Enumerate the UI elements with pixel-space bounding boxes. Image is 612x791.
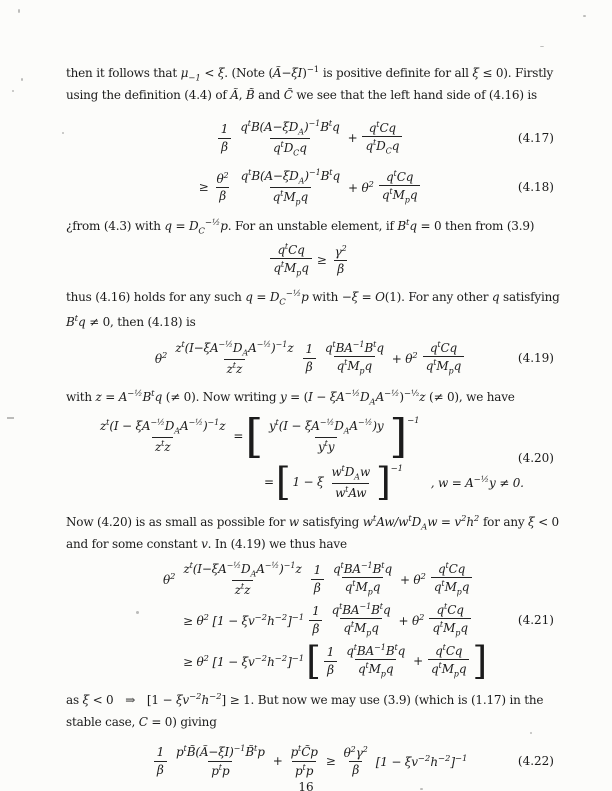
fraction-numerator: $z^t(I-\xi A^{-\frac{1}{2}}D_AA^{-\frac{1}{2}})^{-1}z$ — [175, 339, 294, 358]
paragraph-line: stable case, C = 0) giving — [66, 715, 217, 729]
right-bracket: ] — [472, 639, 488, 683]
fraction — [154, 745, 167, 777]
left-bracket: [ — [275, 460, 291, 504]
equation-4-20 — [66, 409, 554, 504]
plus-operator: + $\theta^2$ — [399, 571, 426, 587]
fraction — [362, 120, 402, 156]
fraction — [180, 561, 304, 597]
fraction — [332, 244, 350, 277]
fraction-numerator: $q^tB(A-\xi D_A)^{-1}B^tq$ — [240, 167, 340, 185]
fraction — [309, 604, 322, 636]
equation-label: (4.22) — [517, 754, 554, 768]
fraction-numerator: 1 — [326, 645, 335, 660]
fraction — [237, 119, 342, 158]
fraction-denominator: $q^tD_Cq$ — [362, 136, 402, 156]
fraction-numerator: 1 — [312, 604, 320, 619]
relation-sign: ≥ — [198, 180, 209, 194]
fraction-denominator: $q^tM_pq$ — [340, 618, 381, 638]
fraction — [173, 744, 268, 778]
fraction-numerator: $w^tD_Aw$ — [331, 463, 371, 482]
fraction — [429, 602, 470, 638]
fraction-denominator: β — [309, 620, 322, 636]
fraction-denominator: $p^tp$ — [292, 761, 316, 778]
equation-label: (4.21) — [517, 613, 554, 627]
fraction — [341, 745, 371, 778]
fraction — [328, 464, 373, 500]
fraction-denominator: $q^tM_pq$ — [270, 187, 311, 207]
relation-sign: ≥ — [325, 754, 336, 768]
scan-noise — [21, 78, 23, 81]
fraction — [266, 418, 386, 454]
equation-label: (4.17) — [517, 131, 554, 145]
scan-noise — [420, 788, 423, 790]
plus-operator: + $\theta^2$ — [348, 179, 374, 195]
plus-operator: + — [272, 754, 283, 768]
equals-sign: = — [233, 429, 244, 443]
math-term: $\theta^2$ — [163, 571, 176, 587]
fraction — [428, 643, 469, 679]
right-bracket: ] — [389, 409, 408, 463]
bracket-exponent: −1 — [407, 416, 420, 426]
fraction-numerator: $q^tBA^{-1}B^tq$ — [346, 642, 406, 658]
plus-operator: + $\theta^2$ — [398, 612, 425, 628]
fraction-numerator: $p^tC̃p$ — [290, 744, 318, 760]
fraction-denominator: $z^tz$ — [224, 359, 245, 376]
math-term: $[1 - \xi v^{-2}h^{-2}]^{-1}$ — [375, 753, 468, 769]
fraction-numerator: $\gamma^2$ — [334, 243, 347, 259]
fraction-numerator: $q^tCq$ — [277, 241, 305, 257]
page-number: 16 — [298, 780, 314, 791]
scan-noise — [12, 90, 14, 92]
math-term: ≥ $\theta^2$ $[1 - \xi v^{-2}h^{-2}]^{-1}$ — [183, 612, 305, 628]
fraction-denominator: $q^tM_pq$ — [423, 356, 464, 376]
fraction-denominator: $q^tM_pq$ — [431, 577, 472, 597]
fraction-denominator: $q^tM_pq$ — [355, 659, 396, 679]
fraction-numerator: $z^t(I - \xi A^{-\frac{1}{2}}D_AA^{-\frac{1}{2}})^{-1}z$ — [100, 417, 226, 436]
fraction-numerator: 1 — [156, 745, 165, 760]
fraction-numerator: $q^tBA^{-1}B^tq$ — [333, 560, 392, 576]
fraction — [218, 122, 231, 154]
paragraph-line: ¿from (4.3) with $q = D_C^{-\frac{1}{2}}p$. For an unstable element, if $B^tq = 0$ then from (3.9) — [66, 218, 535, 237]
fraction-denominator: β — [334, 260, 347, 276]
fraction-numerator: $q^tCq$ — [437, 560, 466, 576]
fraction-numerator: $q^tBA^{-1}B^tq$ — [324, 339, 384, 355]
fraction-denominator: β — [154, 761, 167, 777]
fraction-numerator: $q^tCq$ — [386, 168, 414, 184]
right-bracket: ] — [376, 460, 391, 504]
fraction-numerator: $q^tBA^{-1}B^tq$ — [331, 601, 391, 617]
fraction-denominator: $y^ty$ — [315, 437, 337, 454]
scan-noise — [583, 15, 586, 17]
fraction-denominator: β — [303, 358, 316, 374]
fraction-numerator: $q^tCq$ — [429, 339, 457, 355]
fraction — [343, 643, 408, 679]
equation-line — [66, 461, 554, 503]
plus-operator: + $\theta^2$ — [391, 350, 418, 366]
fraction-denominator: β — [349, 761, 362, 777]
equation-line — [66, 409, 554, 463]
fraction-denominator: $q^tM_pq$ — [379, 185, 420, 205]
fraction-numerator: 1 — [220, 122, 229, 137]
relation-sign: ≥ — [316, 253, 327, 267]
equation-unnumbered — [66, 241, 554, 279]
fraction-numerator: $y^t(I - \xi A^{-\frac{1}{2}}D_AA^{-\frac{1}{2}})y$ — [268, 417, 384, 436]
fraction — [330, 561, 395, 597]
left-bracket: [ — [245, 409, 263, 463]
fraction — [431, 561, 472, 597]
paragraph-line: as ξ < 0 ⇒ $[1 - \xi v^{-2}h^{-2}] \ge 1$. But now we may use (3.9) (which is (1.17) in the — [66, 692, 544, 707]
fraction — [302, 342, 315, 374]
fraction-numerator: $p^tB̃(Ã-\xi I)^{-1}B̃^tp$ — [176, 744, 265, 760]
fraction-denominator: $q^tM_pq$ — [334, 356, 375, 376]
scan-noise — [62, 132, 64, 134]
fraction-numerator: $q^tCq$ — [368, 119, 396, 135]
fraction-denominator: β — [311, 579, 324, 595]
equation-4-21 — [66, 559, 554, 681]
left-bracket: [ — [306, 639, 321, 683]
math-term: 1 − ξ — [292, 475, 324, 489]
fraction-numerator: $z^t(I-\xi A^{-\frac{1}{2}}D_AA^{-\frac{1}{2}})^{-1}z$ — [183, 560, 302, 579]
fraction — [214, 171, 232, 204]
fraction-denominator: β — [324, 661, 337, 677]
fraction-numerator: $\theta^2$ — [216, 170, 229, 186]
fraction-denominator: β — [218, 138, 231, 154]
scan-noise — [540, 46, 544, 47]
equation-label: (4.19) — [517, 351, 554, 365]
fraction-numerator: $q^tCq$ — [436, 601, 464, 617]
fraction — [97, 418, 228, 454]
paragraph-line: and for some constant v. In (4.19) we thus have — [66, 537, 347, 551]
equation-4-18 — [66, 166, 554, 208]
paragraph-line: with $z = A^{-\frac{1}{2}}B^tq$ (≠ 0). Now writing $y = (I - \xi A^{-\frac{1}{2}}D_AA^{-\frac{1}{2}})^{-\frac{1}{2}}z$ (≠ 0), we have — [66, 389, 515, 408]
fraction — [270, 242, 311, 278]
fraction — [324, 645, 337, 677]
fraction-denominator: $w^tAw$ — [332, 483, 369, 500]
fraction-denominator: $q^tM_pq$ — [270, 258, 311, 278]
equation-line — [66, 559, 554, 599]
scan-noise — [18, 9, 20, 13]
fraction-denominator: $p^tp$ — [208, 761, 232, 778]
fraction — [172, 340, 296, 376]
paragraph-line: $B^tq \ne 0$, then (4.18) is — [66, 314, 196, 329]
equation-4-19 — [66, 337, 554, 379]
math-term: , $w = A^{-\frac{1}{2}}y \ne 0$. — [430, 474, 524, 490]
fraction-numerator: $q^tCq$ — [435, 642, 463, 658]
fraction — [379, 169, 420, 205]
paragraph-line: using the definition (4.4) of Ã, B̃ and C̃ we see that the left hand side of (4.16) is — [66, 88, 538, 102]
plus-operator: + — [347, 131, 358, 145]
equation-4-22 — [66, 740, 554, 782]
scan-noise — [7, 417, 14, 419]
fraction-denominator: $q^tM_pq$ — [428, 659, 469, 679]
fraction-denominator: $z^tz$ — [232, 580, 253, 597]
fraction — [322, 340, 387, 376]
fraction-denominator: $z^tz$ — [152, 437, 173, 454]
fraction — [288, 744, 321, 778]
equals-sign: = — [264, 475, 274, 489]
fraction-numerator: $\theta^2\gamma^2$ — [343, 744, 368, 760]
bracket-exponent: −1 — [390, 464, 403, 474]
fraction-denominator: $q^tM_pq$ — [342, 577, 383, 597]
paragraph-line: then it follows that $\mu_{-1} < \xi$. (Note (Ã−ξI)$^{-1}$ is positive definite for all ξ ≤ 0). Firstly — [66, 65, 554, 84]
fraction — [423, 340, 464, 376]
equation-label: (4.20) — [517, 451, 554, 465]
fraction-numerator: $q^tB(A-\xi D_A)^{-1}B^tq$ — [240, 118, 340, 136]
equation-line — [66, 641, 554, 681]
equation-label: (4.18) — [517, 180, 554, 194]
math-term: ≥ $\theta^2$ $[1 - \xi v^{-2}h^{-2}]^{-1}$ — [183, 653, 305, 669]
fraction-denominator: $q^tD_Cq$ — [270, 138, 310, 158]
fraction-numerator: 1 — [313, 563, 322, 578]
equation-line — [66, 600, 554, 640]
plus-operator: + — [413, 654, 423, 668]
fraction-numerator: 1 — [305, 342, 313, 357]
fraction — [238, 168, 343, 207]
math-term: $\theta^2$ — [154, 350, 168, 366]
paragraph-line: thus (4.16) holds for any such $q = D_C^{-\frac{1}{2}}p$ with −ξ = O(1). For any other q satisfying — [66, 289, 560, 308]
fraction — [329, 602, 394, 638]
paragraph-line: Now (4.20) is as small as possible for w satisfying $w^tAw/w^tD_Aw = v^2h^2$ for any ξ < 0 — [66, 514, 559, 533]
fraction-denominator: β — [216, 187, 229, 203]
fraction — [311, 563, 324, 595]
fraction-denominator: $q^tM_pq$ — [429, 618, 470, 638]
equation-4-17 — [66, 117, 554, 159]
page-content — [66, 58, 560, 782]
